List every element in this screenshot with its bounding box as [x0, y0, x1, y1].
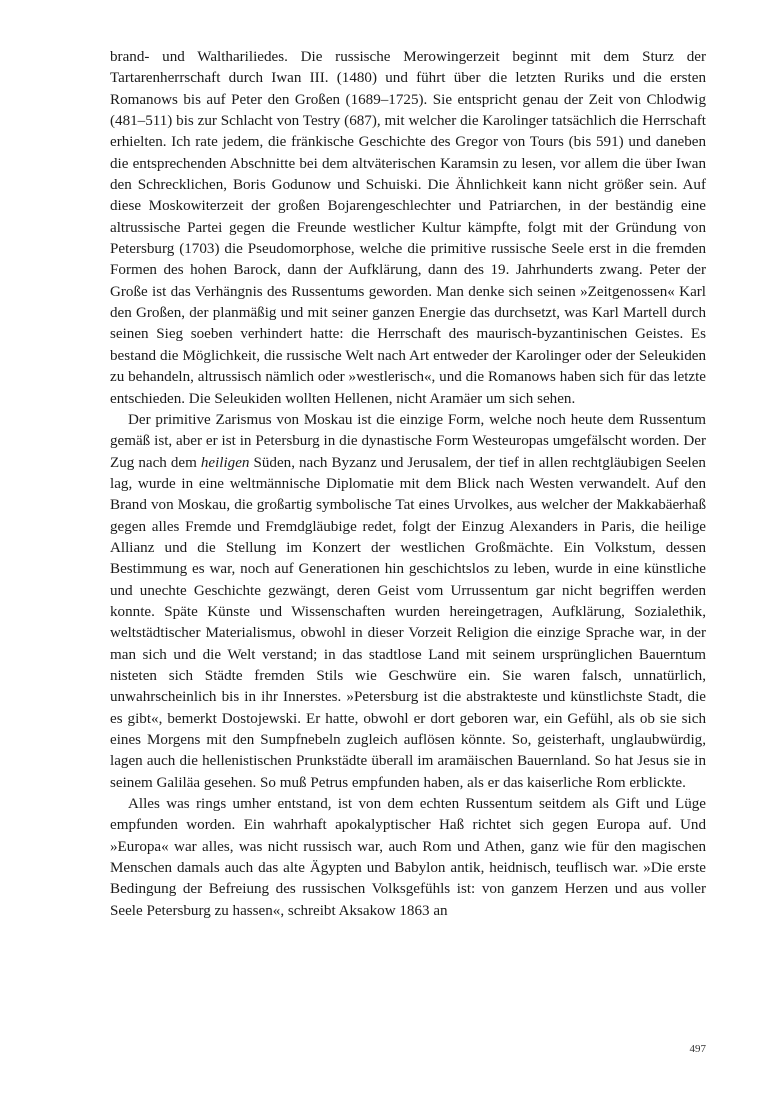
paragraph-3-text: Alles was rings umher entstand, ist von dem echten Russentum seitdem als Gift und Lüge empfunden worden. Ein wahrhaft apokalyptischer Haß richtet sich gegen Europa auf. Und »Europa« war alles, was nicht russisch war, auch Rom und Athen, ganz wie für den magischen Menschen damals auch das alte Ägypten und Babylon antik, heidnisch, teuflisch war. »Die erste Bedingung der Befreiung des russischen Volksgefühls ist: von ganzem Herzen und aus voller Seele Petersburg zu hassen«, schreibt Aksakow 1863 an	[110, 796, 706, 919]
paragraph-2-text-end: Süden, nach Byzanz und Jerusalem, der tief in allen rechtgläubigen Seelen lag, wurde in eine weltmännische Diplomatie mit dem Blick nach Westen verwandelt. Auf den Brand von Moskau, die großartig symbolische Tat eines Urvolkes, aus welcher der Makkabäerhaß gegen alles Fremde und Fremdgläubige redet, folgt der Einzug Alexanders in Paris, die heilige Allianz und die Stellung im Konzert der westlichen Großmächte. Ein Volkstum, dessen Bestimmung es war, noch auf Generationen hin geschichtslos zu leben, wurde in eine künstliche und unechte Geschichte gezwängt, deren Geist vom Urrussentum gar nicht begriffen werden konnte. Späte Künste und Wissenschaften wurden hereingetragen, Aufklärung, Sozialethik, weltstädtischer Materialismus, obwohl in dieser Vorzeit Religion die einzige Sprache war, in der man sich und die Welt verstand; in das stadtlose Land mit seinem ursprünglichen Bauerntum nisteten sich Städte fremden Stils wie Geschwüre ein. Sie waren falsch, unnatürlich, unwahrscheinlich bis in ihr Innerstes. »Petersburg ist die abstrakteste und künstlichste Stadt, die es gibt«, bemerkt Dostojewski. Er hatte, obwohl er dort geboren war, ein Gefühl, als ob sie sich eines Morgens mit den Sumpfnebeln zugleich auflösen könnte. So, geisterhaft, unglaubwürdig, lagen auch die hellenistischen Prunkstädte überall im aramäischen Bauernland. So hat Jesus sie in seinem Galiläa gesehen. So muß Petrus empfunden haben, als er das kaiserliche Rom erblickte.	[110, 454, 706, 791]
paragraph-2	[110, 410, 706, 794]
page-body	[110, 47, 706, 922]
paragraph-2-emphasis: heiligen	[200, 454, 250, 471]
paragraph-1-text: brand- und Walthariliedes. Die russische Merowingerzeit beginnt mit dem Sturz der Tartarenherrschaft durch Iwan III. (1480) und führt über die letzten Ruriks und die ersten Romanows bis auf Peter den Großen (1689–1725). Sie entspricht genau der Zeit von Chlodwig (481–511) bis zur Schlacht von Testry (687), mit welcher die Karolinger tatsächlich die Herrschaft erhielten. Ich rate jedem, die fränkische Geschichte des Gregor von Tours (bis 591) und daneben die entsprechenden Abschnitte bei dem altväterischen Karamsin zu lesen, vor allem die über Iwan den Schrecklichen, Boris Godunow und Schuiski. Die Ähnlichkeit kann nicht größer sein. Auf diese Moskowiterzeit der großen Bojarengeschlechter und Patriarchen, in der beständig eine altrussische Partei gegen die Freunde westlicher Kultur kämpfte, folgt mit der Gründung von Petersburg (1703) die Pseudomorphose, welche die primitive russische Seele erst in die fremden Formen des hohen Barock, dann der Aufklärung, dann des 19. Jahrhunderts zwang. Peter der Große ist das Verhängnis des Russentums geworden. Man denke sich seinen »Zeitgenossen« Karl den Großen, der planmäßig und mit seiner ganzen Energie das durchsetzt, was Karl Martell durch seinen Sieg soeben verhindert hatte: die Herrschaft des maurisch-byzantinischen Geistes. Es bestand die Möglichkeit, die russische Welt nach Art entweder der Karolinger oder der Seleukiden zu behandeln, altrussisch nämlich oder »westlerisch«, und die Romanows haben sich für das letzte entschieden. Die Seleukiden wollten Hellenen, nicht Aramäer um sich sehen.	[110, 49, 706, 407]
paragraph-2-text-start: Der primitive Zarismus von Moskau ist die einzige Form, welche noch heute dem Russentum gemäß ist, aber er ist in Petersburg in die dynastische Form Westeuropas umgefälscht worden. Der Zug nach dem	[110, 411, 706, 471]
paragraph-1	[110, 47, 706, 410]
paragraph-3	[110, 794, 706, 922]
page-number: 497	[689, 1043, 706, 1055]
